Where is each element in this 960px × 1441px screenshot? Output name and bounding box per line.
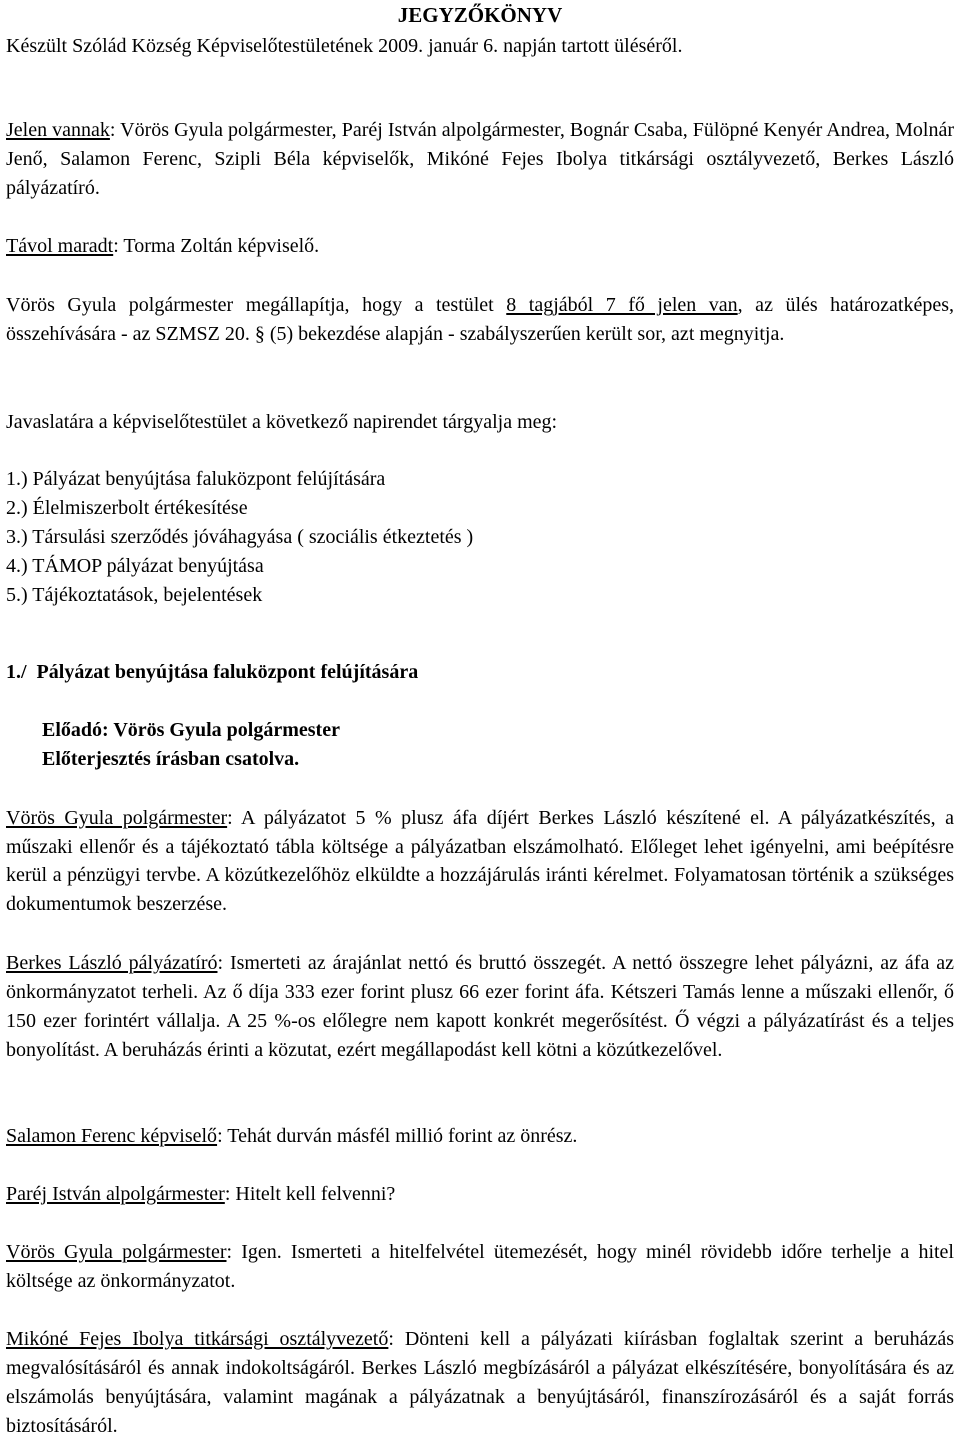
agenda-item: 5.) Tájékoztatások, bejelentések [6, 584, 263, 606]
statement-text: : Ismerteti az árajánlat nettó és bruttó összegét. A nettó összegre lehet pályázni, az áfa az önkormányzatot terheli. Az ő díja 333 ezer forint plusz 66 ezer forint áfa. Kétszeri Tamás lenne a műszaki ellenőr, ő 150 ezer forintért vállalja. A 25 %-os előlegre nem kapott konkrét megerősítést. Ő végzi a pályázatírást és a teljes bonyolítást. A beruházás érinti a közutat, ezért megállapodást kell kötni a közútkezelővel. [6, 952, 954, 1061]
agenda-item: 2.) Élelmiszerbolt értékesítése [6, 497, 248, 519]
speaker-name: Vörös Gyula polgármester [6, 807, 228, 829]
statement-paragraph [6, 1122, 954, 1150]
agenda-item: 4.) TÁMOP pályázat benyújtása [6, 555, 264, 577]
absent-paragraph [6, 232, 954, 260]
speaker-name: Salamon Ferenc képviselő [6, 1125, 218, 1147]
agenda-item: 1.) Pályázat benyújtása faluközpont felújítására [6, 468, 386, 490]
speaker-name: Mikóné Fejes Ibolya titkársági osztályvezető [6, 1328, 389, 1350]
agenda-intro: Javaslatára a képviselőtestület a következő napirendet tárgyalja meg: [6, 411, 558, 433]
agenda-list [6, 465, 473, 610]
attachment-line: Előterjesztés írásban csatolva. [42, 748, 300, 770]
quorum-text-before: Vörös Gyula polgármester megállapítja, hogy a testület [6, 294, 507, 316]
quorum-underlined: 8 tagjából 7 fő jelen van [506, 294, 738, 316]
statement-text: : Tehát durván másfél millió forint az önrész. [217, 1125, 578, 1147]
statement-text: : A pályázatot 5 % plusz áfa díjért Berkes László készítené el. A pályázatkészítés, a műszaki ellenőr és a tájékoztató tábla költsége a pályázatban elszámolható. Előleget lehet igényelni, ami beépítésre kerül a pénzügyi tervbe. A közútkezelőhöz elküldte a hozzájárulás iránti kérelmet. Folyamatosan történik a szükséges dokumentumok beszerzése. [6, 807, 954, 915]
statement-paragraph [6, 1238, 954, 1296]
speaker-name: Paréj István alpolgármester [6, 1183, 225, 1205]
speaker-name: Berkes László pályázatíró [6, 952, 218, 974]
present-text: : Vörös Gyula polgármester, Paréj István alpolgármester, Bognár Csaba, Fülöpné Kenyér Andrea, Molnár Jenő, Salamon Ferenc, Szipli Béla képviselők, Mikóné Fejes Ibolya titkársági osztályvezető, Berkes László pályázatíró. [6, 119, 954, 199]
intro-paragraph: Készült Szólád Község Képviselőtestületének 2009. január 6. napján tartott üléséről. [6, 35, 683, 57]
speaker-name: Vörös Gyula polgármester [6, 1241, 227, 1263]
present-label: Jelen vannak [6, 119, 110, 141]
section-heading: 1./ Pályázat benyújtása faluközpont felújítására [6, 661, 419, 683]
document-title: JEGYZŐKÖNYV [397, 3, 563, 27]
quorum-paragraph [6, 291, 954, 349]
statement-paragraph [6, 804, 954, 918]
statement-text: : Hitelt kell felvenni? [224, 1183, 396, 1205]
statement-paragraph [6, 949, 954, 1065]
absent-label: Távol maradt [6, 235, 114, 257]
statement-text: : Dönteni kell a pályázati kiírásban foglaltak szerint a beruházás megvalósításáról és annak indokoltságáról. Berkes László megbízásáról a pályázat elkészítésére, bonyolítására és az elszámolás benyújtására, valamint magának a pályázatnak a benyújtásáról, finanszírozásáról és a saját forrás biztosításáról. [6, 1328, 954, 1437]
present-paragraph [6, 116, 954, 203]
agenda-item: 3.) Társulási szerződés jóváhagyása ( szociális étkeztetés ) [6, 526, 474, 548]
statement-paragraph [6, 1325, 954, 1441]
statement-text: : Igen. Ismerteti a hitelfelvétel ütemezését, hogy minél rövidebb időre terhelje a hitel költsége az önkormányzatot. [6, 1241, 954, 1292]
presenter-line: Előadó: Vörös Gyula polgármester [42, 719, 340, 741]
absent-text: : Torma Zoltán képviselő. [113, 235, 320, 257]
quorum-text-after: , az ülés határozatképes, összehívására - az SZMSZ 20. § (5) bekezdése alapján - szabályszerűen került sor, azt megnyitja. [6, 294, 955, 345]
statement-paragraph [6, 1180, 954, 1208]
